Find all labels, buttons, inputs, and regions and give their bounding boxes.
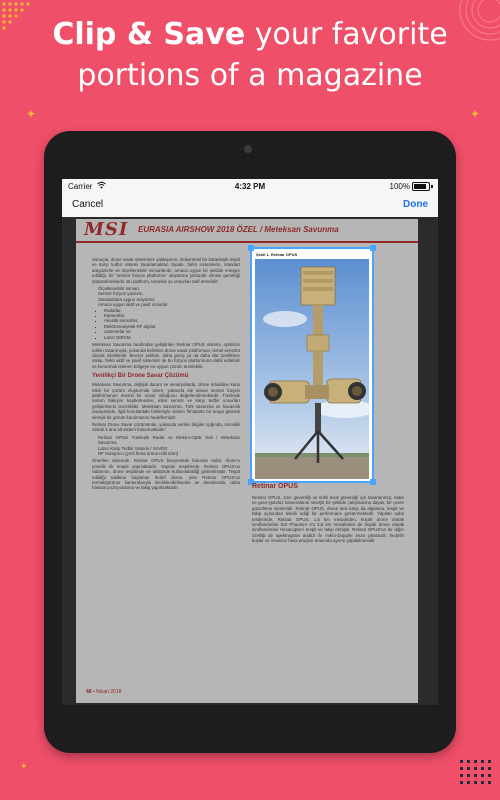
battery-icon — [412, 182, 430, 191]
carrier-label: Carrier — [68, 182, 93, 191]
photo-caption: Şekil 1. Retinar OPUS — [256, 252, 298, 257]
sparkle-icon: ✦ — [20, 761, 28, 771]
list-item: ▪ Radarlar, — [104, 308, 240, 313]
selection-handle-bottom-right[interactable] — [370, 479, 376, 485]
list-item: ▪ Elektromanyetik RF algılar, — [104, 324, 240, 329]
battery-tip — [431, 185, 433, 188]
grid-decoration-bottom-right — [440, 740, 500, 800]
list-item: ▪ Ölçeklenebilir mimari, — [98, 286, 240, 291]
headline-bold: Clip & Save — [52, 17, 246, 52]
page-number: 48 — [86, 689, 92, 695]
headline-line2: portions of a magazine — [77, 58, 423, 93]
article-left-column — [92, 257, 240, 677]
magazine-page[interactable] — [76, 219, 418, 703]
selection-handle-top-right[interactable] — [370, 245, 376, 251]
done-button[interactable]: Done — [403, 199, 428, 210]
magazine-viewer[interactable] — [62, 217, 438, 705]
status-time: 4:32 PM — [234, 182, 266, 191]
issue-date: Nisan 2018 — [96, 689, 122, 695]
article-intro: Sonuçta, drone savar sistemlere yaklaşımın, mükemmel bir bütünleşik tespit ve karşı tedbir sistemi tasarlamaktan ziyade, farklı sistemlerin, standart arayüzlerle ve ölçeklenebilir mimarilerde, amaca uygun bir şekilde entegre edildiği, bir "sensör füzyon platformu" oluşturma yönünde olması gerektiği düşünülmektedir. Bu platform, temelde şu unsurları tarif etmelidir: — [92, 257, 240, 284]
list-item: ▪ Akustik sensörler, — [104, 318, 240, 323]
article-paragraph: Meteksan Savunma tarafından geliştirilen Retinar OPUS sistemi, optimize edilen tasarımıyla, yukarıda belirtilen drone savar platformun, temel sensörü olacak niteliktedir. Benzer şekilde, daha geniş ya da daha dar özelliklere sahip, farklı aktif ve pasif sistemler de bu füzyon platformuna dahil edilebilir ve korunmak istenen bölgeye en uygun çözüm üretilebilir. — [92, 342, 240, 369]
selection-handle-top-left[interactable] — [248, 245, 254, 251]
article-paragraph: Meteksan Savunma, değişik durum ve senaryolarda, drone tehdidine karşı etkin bir çözüm oluşturmak üzere, yukarıda ele alınan sensör füzyon platformunun önemli bir unsur olduğunu değerlendirmektedir. Tümleşik sistem bakışını kaybetmeden, etkin sensör ve karşı tedbir unsurları geliştirilmesi önceliklidir. Meteksan Savunma, Türk savunma ve havacılık sanayisinde, ilgili konulardaki birikimiyle sistem firmalarla bir araya gelerek sinerjik bir görüm kurulmasını hedeflemiştir. — [92, 382, 240, 420]
list-item: ▪ Lazer DIRCM. — [104, 335, 240, 340]
list-item: ▪ Standartlara uygun arayüzler, — [98, 297, 240, 302]
bullet-list — [92, 286, 240, 340]
sparkle-icon: ✦ — [26, 107, 37, 121]
clip-selection-frame[interactable] — [250, 247, 374, 483]
radar-system-photo — [255, 259, 369, 479]
promo-headline — [0, 16, 500, 98]
camera-dot — [244, 145, 252, 153]
tablet-device — [44, 131, 456, 753]
list-item: ▪ Lazer Karşı Tedbir Sistemi / SAVER — [98, 446, 240, 451]
article-paragraph: Retinar Drone Savar çözümünde, yukarıda verilen bilgiler ışığında, öncelikli olarak 3 ana alt sistem bulunmaktadır: — [92, 421, 240, 433]
status-bar — [62, 179, 438, 193]
list-item: ▪ Kameralar, — [104, 313, 240, 318]
nav-bar — [62, 193, 438, 217]
article-subheading: Yenilikçi Bir Drone Savar Çözümü — [92, 373, 189, 380]
cancel-button[interactable]: Cancel — [72, 199, 104, 210]
article-paragraph: Önerilen sistemde, Retinar OPUS bünyesinde bulunan radar, drone'u yönelik ilk tespiti yapmaktadır. Yapılan tespitlerde, Retinar OPUS'un radarının, drone tespitinde ve takibinde kullanılabildiği gösterilmiştir. Tespit edildiği takibine başlanan hedef drone, yine Retinar OPUS'un termal/görünür kameralarıyla kimliklendirilmekte ve devamında, daha hassas pozisyonlama ve takip yapılmaktadır. — [92, 458, 240, 491]
tablet-screen — [62, 179, 438, 705]
sparkle-icon: ✦ — [470, 107, 481, 121]
list-item: ▪ Sensör füzyon yazılımı, — [98, 291, 240, 296]
battery-percent: 100% — [389, 182, 410, 191]
page-footer: 48 • Nisan 2018 — [86, 689, 122, 695]
headline-regular: your favorite — [245, 17, 448, 52]
magazine-logo: MSI — [84, 219, 129, 240]
article-right-column — [252, 495, 404, 685]
right-heading: Retinar OPUS — [252, 483, 298, 490]
list-item: ▪ Jammerlar ve — [104, 329, 240, 334]
list-item: ▪ RF Karıştırıcı (yerli firma ürünü milli ürün) — [98, 451, 240, 456]
bullet-list — [92, 435, 240, 457]
list-item: ▪ Retinar OPUS Tümleşik Radar ve Elektro-Optik Suit / Meteksan Savunma — [98, 435, 240, 446]
article-paragraph: Retinar OPUS, sınır güvenliği ve kritik tesis güvenliği için tasarlanmış; radar ve gece-gündüz kameralarını sinerjik bir şekilde çalışmasına dayalı, bir çevre gözetleme sistemidir. Retinar OPUS, drone lara karşı da algılama, tespit ve takip açısından teknik ediği bir performans göstermektedir. Yapılan saha testlerinde, Retinar OPUS, 1,5 km mesafeden, küçük drone olarak sınıflandırılan DJI Phantom 4'ü 2,5 km mesafeden de büyük drone olarak sınıflandırılan Hexacopter'i tespit ve takip etmiştir. Retinar OPUS'un bir diğer özelliği de spektrogram analizi ile mikro-Doppler imza çıkararak, hedefin kuşlar ve insansız hava araçları arasında ayrımı yapabilmesidir. — [252, 495, 404, 544]
page-header — [76, 219, 418, 243]
section-title: EURASIA AIRSHOW 2018 ÖZEL / Meteksan Savunma — [138, 225, 339, 234]
list-item: ▪ Amaca uygun aktif ve pasif unsurlar: — [98, 302, 240, 307]
